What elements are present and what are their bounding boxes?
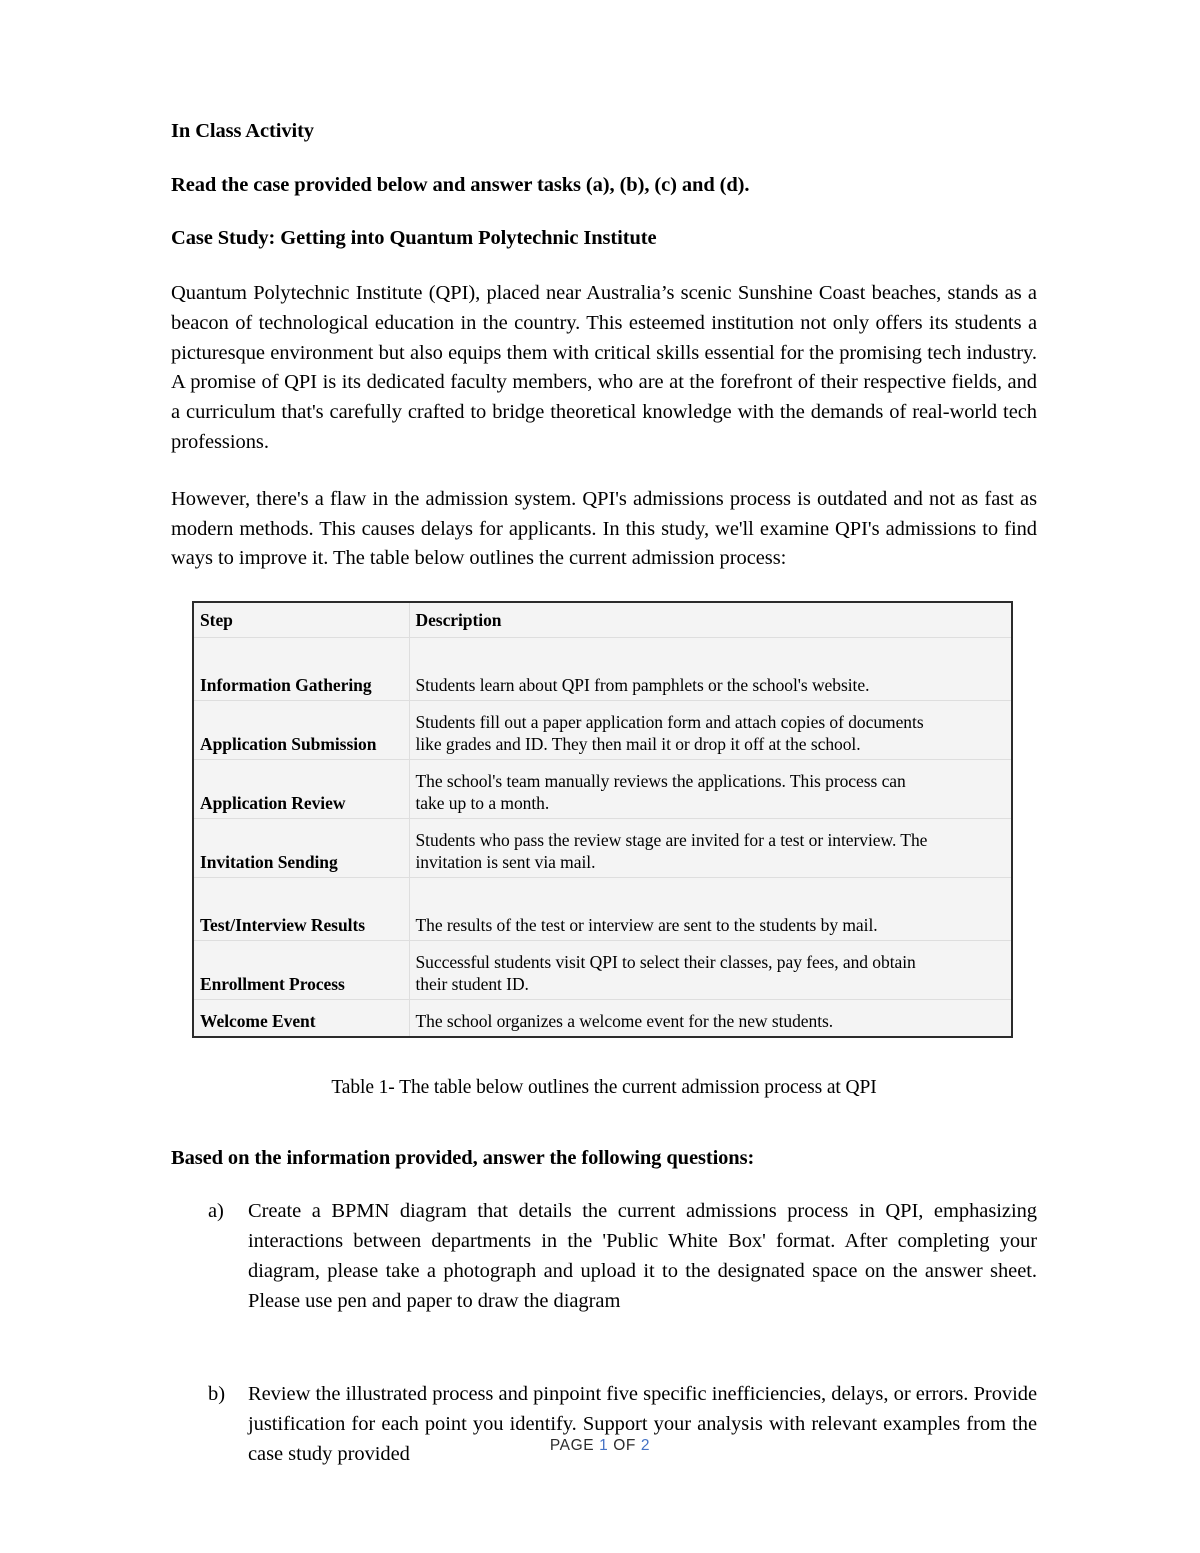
admission-process-table-wrapper — [192, 601, 1013, 1038]
footer-current-page: 1 — [599, 1437, 609, 1454]
list-marker-a: a) — [208, 1200, 224, 1223]
table-row — [193, 760, 1012, 819]
footer-total-pages: 2 — [640, 1437, 651, 1454]
instruction-line: Read the case provided below and answer tasks (a), (b), (c) and (d). — [171, 173, 750, 196]
footer-page-label: PAGE — [549, 1437, 595, 1454]
cell-description: The school organizes a welcome event for the new students. — [409, 1000, 1012, 1038]
table-header-row — [193, 602, 1012, 638]
question-item-b — [208, 1380, 1037, 1469]
cell-step: Welcome Event — [193, 1000, 409, 1038]
table-row — [193, 1000, 1012, 1038]
paragraph-problem: However, there's a flaw in the admission system. QPI's admissions process is outdated and not as fast as modern methods. This causes delays for applicants. In this study, we'll examine QPI's admissions to find ways to improve it. The table below outlines the current admission process: — [171, 487, 1037, 570]
cell-step: Invitation Sending — [193, 819, 409, 878]
question-item-a — [208, 1197, 1037, 1316]
column-header-description: Description — [409, 602, 1012, 638]
question-text-a: Create a BPMN diagram that details the current admissions process in QPI, emphasizing interactions between departments in the 'Public White Box' format. After completing your diagram, please take a photograph and upload it to the — [248, 1200, 1037, 1282]
question-text-a-last: designated space on the answer sheet. Please use pen and paper to draw the diagram — [248, 1259, 1037, 1312]
cell-step: Test/Interview Results — [193, 878, 409, 941]
document-body — [171, 118, 1037, 1470]
cell-description: Successful students visit QPI to select their classes, pay fees, and obtain their student ID. — [409, 941, 1012, 1000]
column-header-step: Step — [193, 602, 409, 638]
table-row — [193, 701, 1012, 760]
table-row — [193, 941, 1012, 1000]
admission-process-table — [192, 601, 1013, 1038]
table-row — [193, 638, 1012, 701]
page-footer — [0, 1437, 1200, 1455]
cell-description: Students learn about QPI from pamphlets or the school's website. — [409, 638, 1012, 701]
question-text-b-last: relevant examples from the case study provided — [248, 1413, 1037, 1466]
table-caption: Table 1- The table below outlines the current admission process at QPI — [331, 1077, 877, 1099]
case-study-heading: Case Study: Getting into Quantum Polytechnic Institute — [171, 227, 657, 250]
activity-title: In Class Activity — [171, 120, 314, 142]
cell-step: Application Submission — [193, 701, 409, 760]
paragraph-intro: Quantum Polytechnic Institute (QPI), placed near Australia’s scenic Sunshine Coast beaches, stands as a beacon of technological education in the country. This esteemed institution not only offers its students a picturesque environment but also equips them with critical skills essential for the promising tech industry. A promise of QPI is its dedicated faculty members, who are at the forefront of their respective fields, and a curriculum that's carefully crafted to bridge theoretical knowledge with the demands of real-world tech professions. — [171, 281, 1037, 453]
table-row — [193, 878, 1012, 941]
list-marker-b: b) — [208, 1383, 225, 1406]
question-text-b: Review the illustrated process and pinpoint five specific inefficiencies, delays, or errors. Provide justification for each point you identify. Support your analysis with — [248, 1383, 1037, 1436]
questions-heading: Based on the information provided, answer the following questions: — [171, 1146, 755, 1169]
cell-description: The results of the test or interview are sent to the students by mail. — [409, 878, 1012, 941]
cell-description: Students who pass the review stage are invited for a test or interview. The invitation is sent via mail. — [409, 819, 1012, 878]
cell-step: Application Review — [193, 760, 409, 819]
table-row — [193, 819, 1012, 878]
footer-of-label: OF — [613, 1437, 636, 1454]
cell-description: The school's team manually reviews the applications. This process can take up to a month. — [409, 760, 1012, 819]
cell-step: Enrollment Process — [193, 941, 409, 1000]
questions-list — [171, 1197, 1037, 1470]
cell-step: Information Gathering — [193, 638, 409, 701]
cell-description: Students fill out a paper application form and attach copies of documents like grades and ID. They then mail it or drop it off at the school. — [409, 701, 1012, 760]
